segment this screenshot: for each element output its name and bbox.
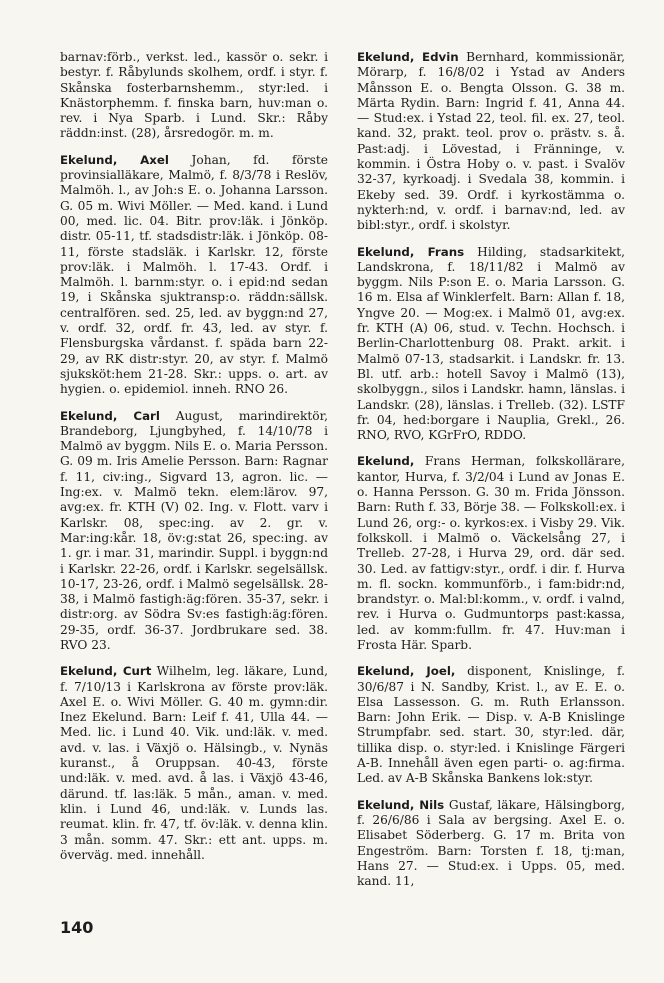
entry-name: Ekelund, Edvin [357,50,459,64]
entry-nils-ekelund [357,798,625,890]
entry-name: Ekelund, [357,454,415,469]
right-column [357,50,625,900]
entry-name: Ekelund, Nils [357,797,445,812]
entry-name: Ekelund, Carl [60,408,160,423]
entry-curt-ekelund [60,664,328,863]
entry-text: Johan, fd. förste provinsialläkare, Malmö, f. 8/3/78 i Reslöv, Malmöh. l., av Joh:s E. o. Johanna Larsson. G. 05 m. Wivi Möller. — Med. kand. i Lund 00, med. lic. 04. Bitr. prov:läk. i Jönköp. distr. 05-11, tf. stadsdistr:läk. i Jönköp. 08-11, förste stadsläk. i Karlskr. 12, förste prov:läk. i Malmöh. l. 17-43. Ordf. i Malmöh. l. barnm:styr. o. i epid:nd sedan 19, i Skånska sjuktransp:o. räddn:sällsk. centralfören. sed. 25, led. av byggn:nd 27, v. ordf. 32, ordf. fr. 43, led. av styr. f. Flensburgska vårdanst. f. späda barn 22-29, av RK distr:styr. 20, av styr. f. Malmö sjuksköt:hem 21-28. Skr.: upps. o. art. av hygien. o. epidemiol. inneh. RNO 26. [60,152,328,397]
entry-text: Gustaf, läkare, Hälsingborg, f. 26/6/86 i Sala av bergsing. Axel E. o. Elisabet Söderberg. G. 17 m. Brita von Engeström. Barn: Torsten f. 18, tj:man, Hans 27. — Stud:ex. i Upps. 05, med. kand. 11, [357,797,625,889]
entry-text: August, marindirektör, Brandeborg, Ljungbyhed, f. 14/10/78 i Malmö av byggm. Nils E. o. Maria Persson. G. 09 m. Iris Amelie Persson. Barn: Ragnar f. 11, civ:ing., Sigvard 13, agron. lic. — Ing:ex. v. Malmö tekn. elem:lärov. 97, avg:ex. fr. KTH (V) 02. Ing. v. Flott. varv i Karlskr. 08, spec:ing. av 2. gr. v. Mar:ing:kår. 18, öv:g:stat 26, spec:ing. av 1. gr. i mar. 31, marindir. Suppl. i byggn:nd i Karlskr. 22-26, ordf. i Karlskr. segelsällsk. 10-17, 23-26, ordf. i Malmö segelsällsk. 28-38, i Malmö fastigh:äg:fören. 35-37, sekr. i distr:org. av Södra Sv:es fastigh:äg:fören. 29-35, ordf. 36-37. Jordbrukare sed. 38. RVO 23. [60,408,328,652]
entry-name: Ekelund, Curt [60,664,152,679]
entry-text: Frans Herman, folkskollärare, kantor, Hurva, f. 3/2/04 i Lund av Jonas E. o. Hanna Persson. G. 30 m. Frida Jönsson. Barn: Ruth f. 33, Börje 38. — Folkskoll:ex. i Lund 26, org:- o. kyrkos:ex. i Visby 29. Vik. folkskoll. i Malmö o. Väckelsång 27, i Trelleb. 27-28, i Hurva 29, ord. där sed. 30. Led. av fattigv:styr., ordf. i dir. f. Hurva m. fl. sockn. kommunförb., i fam:bidr:nd, brandstyr. o. Mal:bl:komm., v. ordf. i valnd, rev. i Hurva o. Gudmuntorps past:kassa, led. av komm:fullm. fr. 47. Huv:man i Frosta Här. Sparb. [357,454,625,652]
entry-text: Hilding, stadsarkitekt, Landskrona, f. 18/11/82 i Malmö av byggm. Nils P:son E. o. Maria Larsson. G. 16 m. Elsa af Winklerfelt. Barn: Allan f. 18, Yngve 20. — Mog:ex. i Malmö 01, avg:ex. fr. KTH (A) 06, stud. v. Techn. Hochsch. i Berlin-Charlottenburg 08. Prakt. arkit. i Malmö 07-13, stadsarkit. i Landskr. fr. 13. Bl. utf. arb.: hotell Savoy i Malmö (13), skolbyggn., silos i Landskr. hamn, länslas. i Landskr. (28), länslas. i Trelleb. (32). LSTF fr. 04, hed:borgare i Nauplia, Grekl., 26. RNO, RVO, KGrFrO, RDDO. [357,244,625,443]
entry-text: Wilhelm, leg. läkare, Lund, f. 7/10/13 i Karlskrona av förste prov:läk. Axel E. o. Wivi Möller. G. 40 m. gymn:dir. Inez Ekelund. Barn: Leif f. 41, Ulla 44. — Med. lic. i Lund 40. Vik. und:läk. v. med. avd. v. las. i Växjö o. Hälsingb., v. Nynäs kuranst., å Oruppsan. 40-43, förste und:läk. v. med. avd. å las. i Växjö 43-46, därund. tf. las:läk. 5 mån., aman. v. med. klin. i Lund 46, und:läk. v. Lunds las. reumat. klin. fr. 47, tf. öv:läk. v. denna klin. 3 mån. somm. 47. Skr.: ett ant. upps. m. överväg. med. innehåll. [60,664,328,862]
entry-text: Bernhard, kommissionär, Mörarp, f. 16/8/02 i Ystad av Anders Månsson E. o. Bengta Olsson. G. 38 m. Märta Rydin. Barn: Ingrid f. 41, Anna 44. — Stud:ex. i Ystad 22, teol. fil. ex. 27, teol. kand. 32, prakt. teol. prov o. prästv. s. å. Past:adj. i Lövestad, i Fränninge, v. kommin. i Östra Hoby o. v. past. i Svalöv 32-37, kyrkoadj. i Svedala 38, kommin. i Ekeby sed. 39. Ordf. i kyrkostämma o. nykterh:nd, v. ordf. i barnav:nd, led. av bibl:styr., ordf. i skolstyr. [357,50,625,233]
entry-frans-hilding-ekelund [357,245,625,444]
entry-joel-ekelund [357,664,625,786]
entry-carl-ekelund [60,409,328,654]
entry-name: Ekelund, Axel [60,152,169,167]
page-number: 140 [60,918,94,937]
entry-name: Ekelund, Frans [357,244,465,259]
continued-entry [60,50,328,142]
entry-text: barnav:förb., verkst. led., kassör o. sekr. i bestyr. f. Råbylunds skolhem, ordf. i styr. f. Skånska fosterbarnshemm., styr:led. i Knästorphemm. f. finska barn, huv:man o. rev. i Nya Sparb. i Lund. Skr.: Råby räddn:inst. (28), årsredogör. m. m. [60,50,328,141]
entry-edvin-ekelund [357,50,625,234]
left-column [60,50,328,874]
entry-name: Ekelund, Joel, [357,664,456,679]
entry-axel-ekelund [60,153,328,398]
entry-frans-herman-ekelund [357,454,625,653]
entry-text: disponent, Knislinge, f. 30/6/87 i N. Sandby, Krist. l., av E. E. o. Elsa Lassesson. G. m. Ruth Erlansson. Barn: John Erik. — Disp. v. A-B Knislinge Strumpfabr. sed. start. 30, styr:led. där, tillika disp. o. styr:led. i Knislinge Färgeri A-B. Innehåll även egen parti- o. ag:firma. Led. av A-B Skånska Bankens lok:styr. [357,664,625,786]
